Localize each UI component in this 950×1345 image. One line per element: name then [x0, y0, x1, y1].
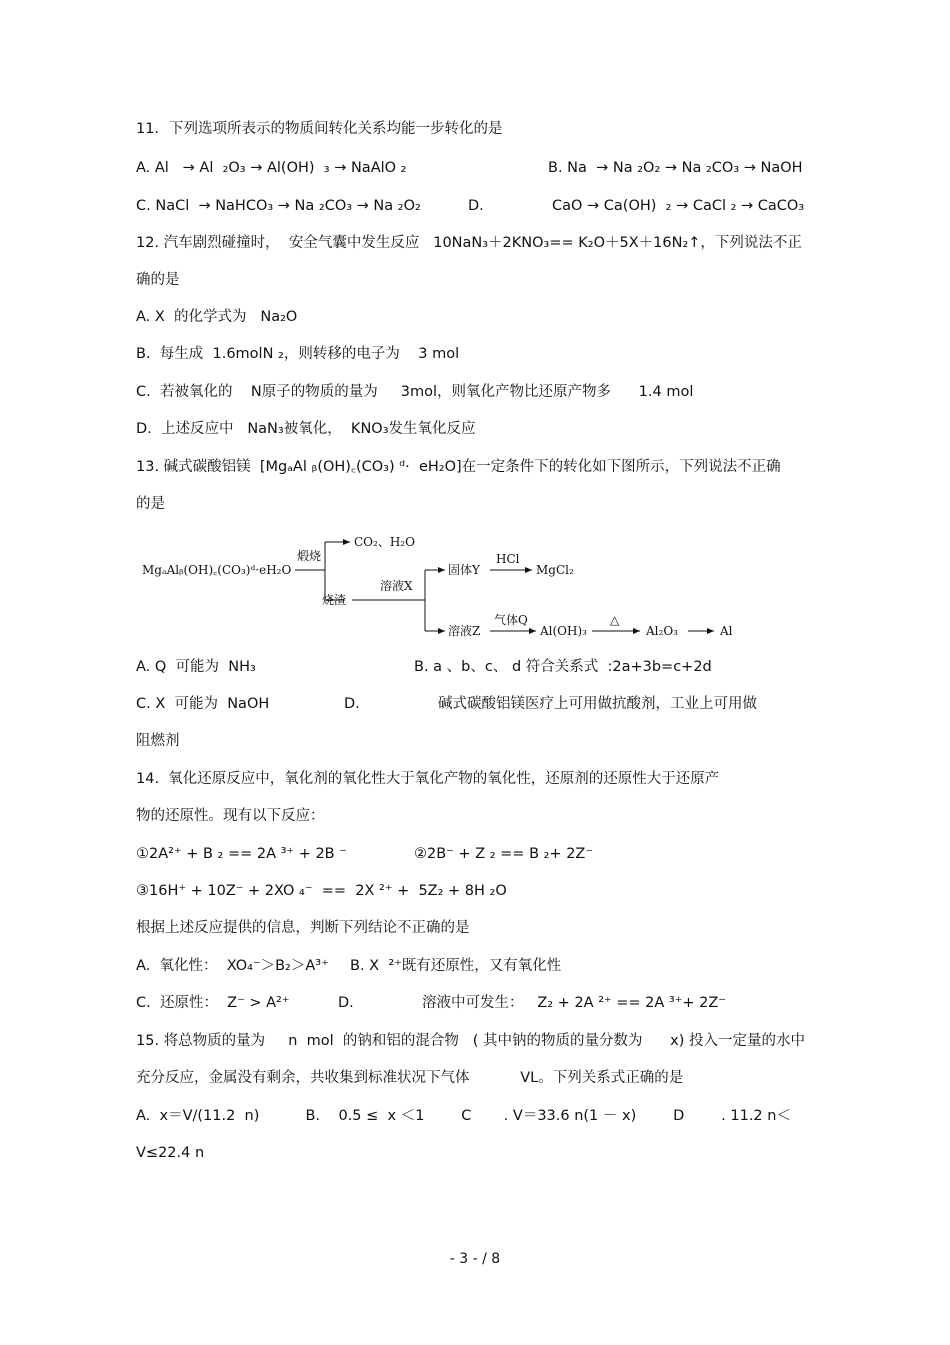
diagram-calcine-label: 煅烧	[297, 549, 322, 563]
q14-option-d-label: D.	[338, 995, 354, 1011]
q14-option-d: 溶液中可发生： Z₂ + 2A ²⁺ == 2A ³⁺+ 2Z⁻	[422, 995, 726, 1011]
q11-option-a: A. Al → Al ₂O₃ → Al(OH) ₃ → NaAlO ₂	[136, 160, 407, 176]
q15-options-line2: V≤22.4 n	[136, 1145, 205, 1161]
diagram-reactant: MgₐAlᵦ(OH)꜀(CO₃)ᵈ·eH₂O	[142, 563, 292, 577]
q14-option-b: B. X ²⁺既有还原性，又有氧化性	[350, 958, 562, 974]
q11-option-b: B. Na → Na ₂O₂ → Na ₂CO₃ → NaOH	[548, 160, 803, 176]
q13-option-d: 碱式碳酸铝镁医疗上可用做抗酸剂，工业上可用做	[438, 696, 757, 712]
diagram-mgcl2: MgCl₂	[536, 563, 574, 577]
q12-option-b: B. 每生成 1.6molN ₂，则转移的电子为 3 mol	[136, 346, 460, 362]
diagram-heat-label: △	[610, 613, 620, 627]
q12-option-d: D. 上述反应中 NaN₃被氧化， KNO₃发生氧化反应	[136, 421, 476, 437]
q14-stem-line1: 14. 氧化还原反应中，氧化剂的氧化性大于氧化产物的氧化性，还原剂的还原性大于还原产	[136, 771, 720, 787]
q13-option-d-label: D.	[344, 696, 360, 712]
page-number: - 3 - / 8	[449, 1251, 501, 1267]
q14-stem-line2: 物的还原性。现有以下反应：	[136, 808, 325, 824]
q13-option-c: C. X 可能为 NaOH	[136, 696, 270, 712]
q15-stem-line2: 充分反应，金属没有剩余，共收集到标准状况下气体 VL。下列关系式正确的是	[136, 1070, 684, 1086]
diagram-solid-y: 固体Y	[448, 563, 480, 577]
q13-stem-line1: 13. 碱式碳酸铝镁 [MgₐAl ᵦ(OH)꜀(CO₃) ᵈ· eH₂O]在一定条件下的转化如下图所示，下列说法不正确	[136, 459, 781, 475]
q14-option-a: A. 氧化性： XO₄⁻＞B₂＞A³⁺	[136, 958, 329, 974]
q14-prompt: 根据上述反应提供的信息，判断下列结论不正确的是	[136, 920, 470, 936]
q12-stem-line2: 确的是	[136, 272, 180, 288]
q11-stem: 11．下列选项所表示的物质间转化关系均能一步转化的是	[136, 121, 503, 137]
q13-option-d-continued: 阻燃剂	[136, 733, 180, 749]
diagram-gas-q-label: 气体Q	[494, 613, 528, 627]
q11-option-c: C. NaCl → NaHCO₃ → Na ₂CO₃ → Na ₂O₂	[136, 198, 421, 214]
diagram-gases: CO₂、H₂O	[354, 535, 415, 549]
q13-stem-line2: 的是	[136, 496, 165, 512]
conversion-flow-diagram	[140, 530, 760, 650]
q14-reaction-1: ①2A²⁺ + B ₂ == 2A ³⁺ + 2B ⁻	[136, 846, 347, 862]
q11-option-d-label: D.	[468, 198, 484, 214]
q12-option-a: A. X 的化学式为 Na₂O	[136, 309, 298, 325]
q15-options-line1: A. x＝V/(11.2 n) B. 0.5 ≤ x ＜1 C . V＝33.6 n(1 － x) D . 11.2 n＜	[136, 1108, 791, 1124]
q12-option-c: C. 若被氧化的 N原子的物质的量为 3mol，则氧化产物比还原产物多 1.4 mol	[136, 384, 694, 400]
diagram-solution-x: 溶液X	[380, 579, 413, 593]
diagram-residue: 烧渣	[322, 593, 347, 607]
diagram-solution-z: 溶液Z	[448, 624, 481, 638]
q15-stem-line1: 15. 将总物质的量为 n mol 的钠和铝的混合物 ( 其中钠的物质的量分数为 x) 投入一定量的水中	[136, 1033, 805, 1049]
diagram-al: Al	[720, 624, 733, 638]
q12-stem-line1: 12. 汽车剧烈碰撞时， 安全气囊中发生反应 10NaN₃＋2KNO₃== K₂O＋5X＋16N₂↑，下列说法不正	[136, 235, 802, 251]
diagram-al2o3: Al₂O₃	[646, 624, 678, 638]
q14-option-c: C. 还原性： Z⁻ > A²⁺	[136, 995, 290, 1011]
q11-option-d: CaO → Ca(OH) ₂ → CaCl ₂ → CaCO₃	[552, 198, 805, 214]
diagram-hcl-label: HCl	[496, 552, 520, 566]
q14-reaction-2: ②2B⁻ + Z ₂ == B ₂+ 2Z⁻	[414, 846, 594, 862]
q14-reaction-3: ③16H⁺ + 10Z⁻ + 2XO ₄⁻ == 2X ²⁺ + 5Z₂ + 8H ₂O	[136, 883, 507, 899]
q13-option-a: A. Q 可能为 NH₃	[136, 659, 256, 675]
diagram-aloh3: Al(OH)₃	[540, 624, 587, 638]
q13-option-b: B. a 、b、c、 d 符合关系式 :2a+3b=c+2d	[414, 659, 712, 675]
